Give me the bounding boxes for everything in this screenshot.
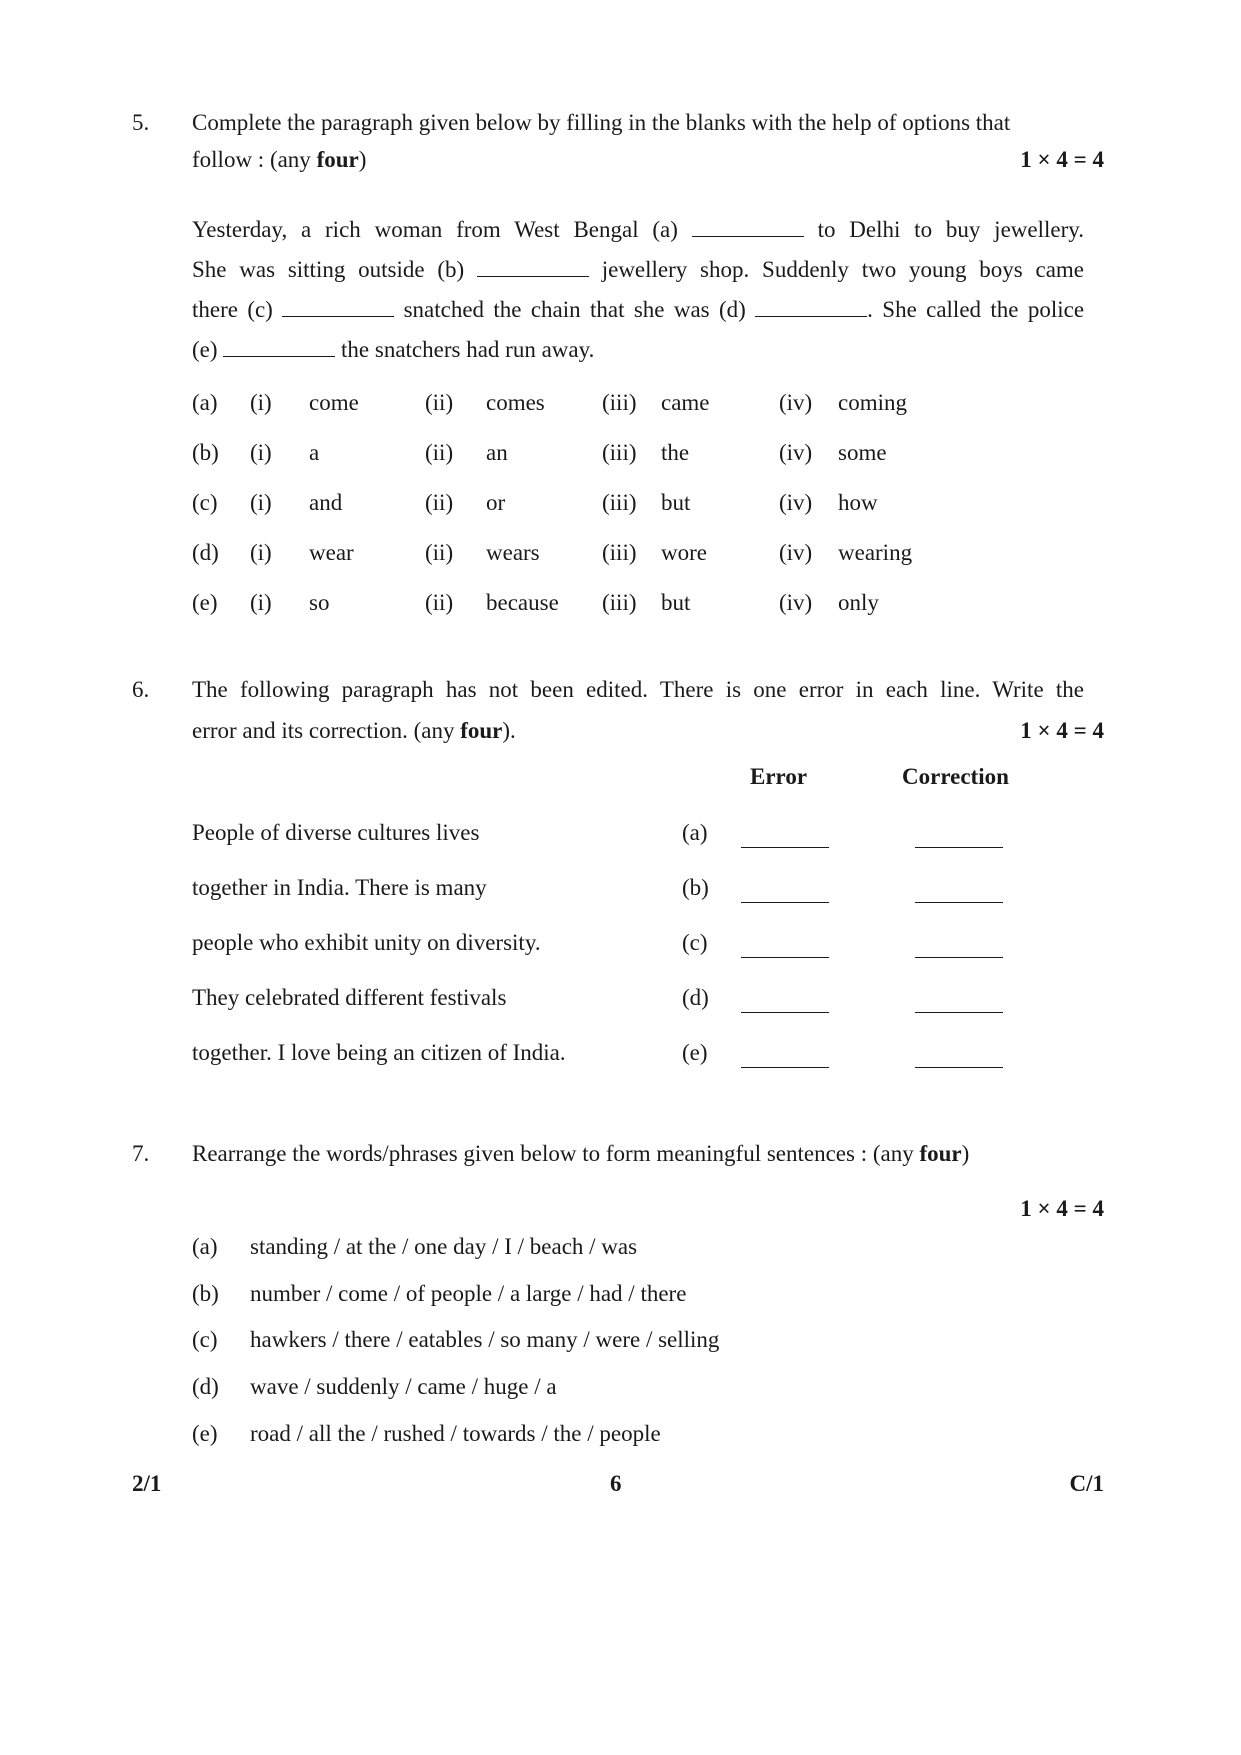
paragraph-line: Yesterday, a rich woman from West Bengal (a) to Delhi to buy jewellery. [192, 217, 1085, 242]
edit-line-text: They celebrated different festivals [192, 985, 507, 1010]
error-blank [741, 1066, 829, 1068]
question-number: 7. [132, 1141, 150, 1166]
choice-word: the [661, 440, 690, 465]
error-blank [741, 901, 829, 903]
choice-number: (iii) [602, 390, 637, 415]
answer-blank [755, 298, 867, 317]
error-blank [741, 1011, 829, 1013]
choice-number: (iv) [779, 540, 813, 565]
choice-word: and [309, 490, 343, 515]
correction-blank [915, 901, 1003, 903]
choice-word: only [838, 590, 879, 615]
edit-line-text: People of diverse cultures lives [192, 820, 480, 845]
choice-number: (iii) [602, 590, 637, 615]
question-instruction: Complete the paragraph given below by filling in the blanks with the help of options that [192, 110, 1011, 135]
choice-number: (iii) [602, 440, 637, 465]
correction-blank [915, 1066, 1003, 1068]
question-instruction-cont: follow : (any four) [192, 147, 367, 172]
paragraph-line: (e) the snatchers had run away. [192, 337, 595, 362]
question-instruction: The following paragraph has not been edited. There is one error in each line. Write the [192, 677, 1084, 702]
edit-line-text: together. I love being an citizen of India. [192, 1040, 566, 1065]
edit-line-label: (b) [682, 875, 709, 900]
choice-number: (iv) [779, 440, 813, 465]
choice-word: coming [838, 390, 907, 415]
question-number: 5. [132, 110, 150, 135]
choice-number: (iii) [602, 540, 637, 565]
choice-number: (i) [250, 590, 272, 615]
correction-column-header: Correction [902, 764, 1009, 789]
option-label: (c) [192, 490, 218, 515]
answer-blank [282, 298, 394, 317]
item-label: (b) [192, 1281, 219, 1306]
item-label: (c) [192, 1327, 218, 1352]
footer-code-left: 2/1 [132, 1471, 162, 1496]
item-label: (a) [192, 1234, 218, 1259]
option-label: (d) [192, 540, 219, 565]
item-text: hawkers / there / eatables / so many / were / selling [250, 1327, 720, 1352]
correction-blank [915, 1011, 1003, 1013]
choice-word: come [309, 390, 359, 415]
error-blank [741, 846, 829, 848]
choice-number: (i) [250, 390, 272, 415]
choice-word: because [486, 590, 559, 615]
choice-number: (ii) [425, 490, 454, 515]
choice-word: wears [486, 540, 540, 565]
item-label: (e) [192, 1421, 218, 1446]
marks-label: 1 × 4 = 4 [1020, 1196, 1104, 1221]
question-instruction-cont: error and its correction. (any four). [192, 718, 516, 743]
paragraph-line: there (c) snatched the chain that she was (d) . She called the police [192, 297, 1085, 322]
question-instruction: Rearrange the words/phrases given below to form meaningful sentences : (any four) [192, 1141, 970, 1166]
edit-line-label: (c) [682, 930, 708, 955]
choice-word: but [661, 590, 691, 615]
choice-word: how [838, 490, 878, 515]
edit-line-label: (d) [682, 985, 709, 1010]
choice-word: wear [309, 540, 354, 565]
choice-word: wearing [838, 540, 913, 565]
choice-word: but [661, 490, 691, 515]
footer-code-right: C/1 [1069, 1471, 1104, 1496]
marks-label: 1 × 4 = 4 [1020, 147, 1104, 172]
question-number: 6. [132, 677, 150, 702]
choice-number: (i) [250, 440, 272, 465]
item-text: standing / at the / one day / I / beach / was [250, 1234, 638, 1259]
choice-number: (ii) [425, 440, 454, 465]
choice-number: (ii) [425, 590, 454, 615]
error-blank [741, 956, 829, 958]
item-text: wave / suddenly / came / huge / a [250, 1374, 557, 1399]
correction-blank [915, 956, 1003, 958]
choice-word: an [486, 440, 508, 465]
error-column-header: Error [750, 764, 808, 789]
marks-label: 1 × 4 = 4 [1020, 718, 1104, 743]
item-text: number / come / of people / a large / had / there [250, 1281, 687, 1306]
answer-blank [692, 218, 804, 237]
choice-word: came [661, 390, 710, 415]
choice-number: (iv) [779, 390, 813, 415]
edit-line-text: people who exhibit unity on diversity. [192, 930, 541, 955]
choice-word: comes [486, 390, 545, 415]
choice-number: (i) [250, 490, 272, 515]
choice-word: some [838, 440, 887, 465]
choice-word: wore [661, 540, 707, 565]
answer-blank [477, 258, 589, 277]
edit-line-label: (a) [682, 820, 708, 845]
choice-word: so [309, 590, 330, 615]
option-label: (b) [192, 440, 219, 465]
choice-number: (iv) [779, 590, 813, 615]
choice-word: or [486, 490, 506, 515]
option-label: (e) [192, 590, 218, 615]
choice-number: (iii) [602, 490, 637, 515]
choice-word: a [309, 440, 320, 465]
correction-blank [915, 846, 1003, 848]
choice-number: (ii) [425, 390, 454, 415]
choice-number: (ii) [425, 540, 454, 565]
edit-line-label: (e) [682, 1040, 708, 1065]
choice-number: (i) [250, 540, 272, 565]
paragraph-line: She was sitting outside (b) jewellery shop. Suddenly two young boys came [192, 257, 1085, 282]
choice-number: (iv) [779, 490, 813, 515]
option-label: (a) [192, 390, 218, 415]
item-label: (d) [192, 1374, 219, 1399]
edit-line-text: together in India. There is many [192, 875, 487, 900]
page-number: 6 [610, 1471, 622, 1496]
item-text: road / all the / rushed / towards / the / people [250, 1421, 661, 1446]
answer-blank [223, 338, 335, 357]
